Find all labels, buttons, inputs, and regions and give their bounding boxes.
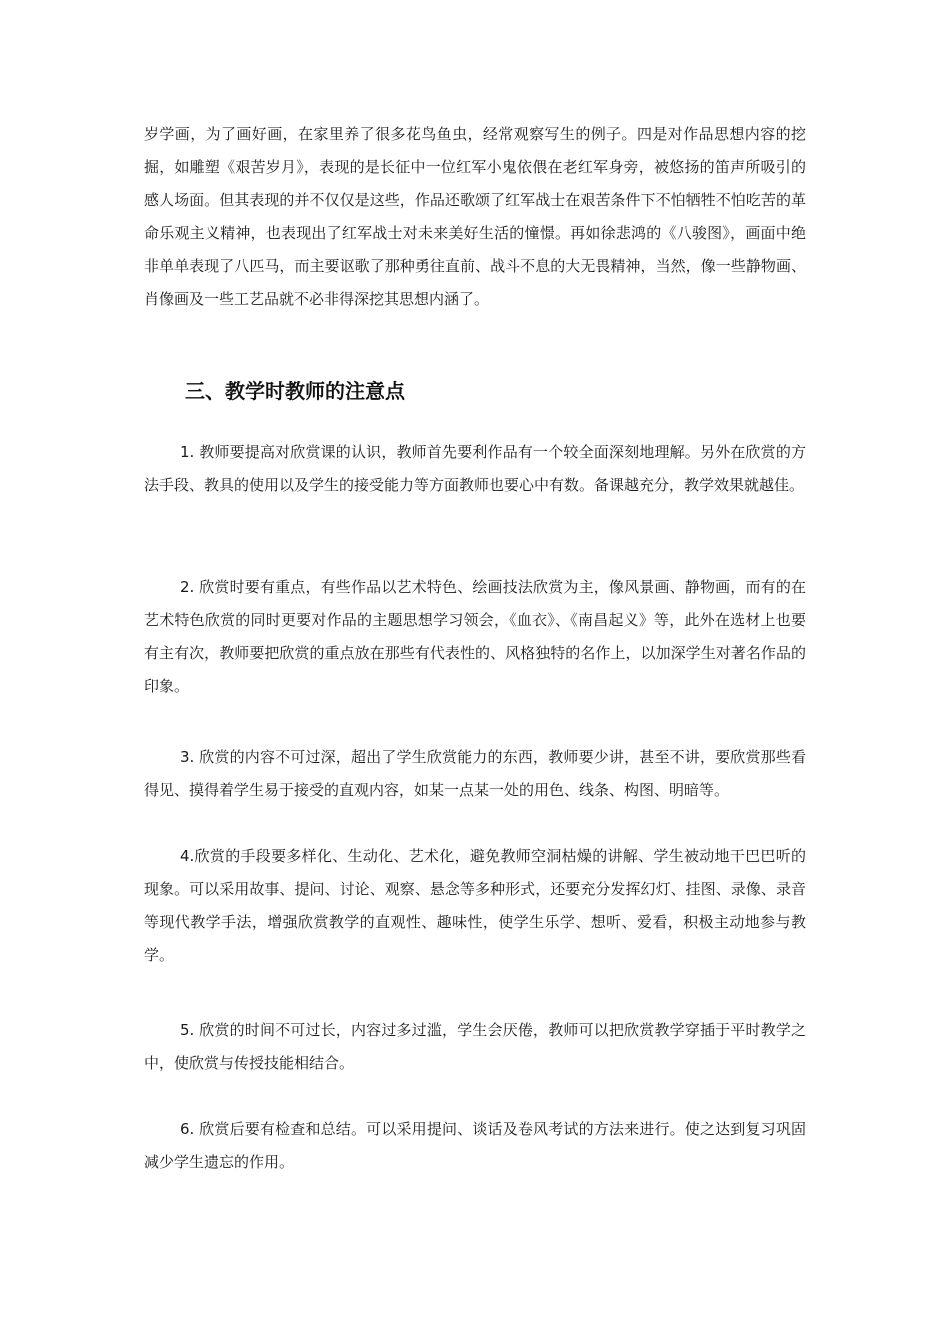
list-item-6 xyxy=(144,1113,806,1179)
item-text: . 欣赏时要有重点，有些作品以艺术特色、绘画技法欣赏为主，像风景画、静物画，而有的在艺术特色欣赏的同时更要对作品的主题思想学习领会，《血衣》、《南昌起义》等，此外在选材上也要有主有次，教师要把欣赏的重点放在那些有代表性的、风格独特的名作上，以加深学生对著名作品的印象。 xyxy=(144,578,806,695)
section-heading: 三、教学时教师的注意点 xyxy=(185,379,405,403)
intro-paragraph: 岁学画，为了画好画，在家里养了很多花鸟鱼虫，经常观察写生的例子。四是对作品思想内容的挖掘，如雕塑《艰苦岁月》，表现的是长征中一位红军小鬼依偎在老红军身旁，被悠扬的笛声所吸引的感人场面。但其表现的并不仅仅是这些，作品还歌颂了红军战士在艰苦条件下不怕牺牲不怕吃苦的革命乐观主义精神，也表现出了红军战士对未来美好生活的憧憬。再如徐悲鸿的《八骏图》，画面中绝非单单表现了八匹马，而主要讴歌了那种勇往直前、战斗不息的大无畏精神，当然，像一些静物画、肖像画及一些工艺品就不必非得深挖其思想内涵了。 xyxy=(144,125,806,308)
list-item-1 xyxy=(144,436,806,502)
item-number: 1 xyxy=(180,443,190,461)
item-number: 5 xyxy=(180,1021,190,1039)
item-text: . 欣赏的内容不可过深，超出了学生欣赏能力的东西，教师要少讲，甚至不讲，要欣赏那些看得见、摸得着学生易于接受的直观内容，如某一点某一处的用色、线条、构图、明暗等。 xyxy=(144,748,806,799)
item-text: .欣赏的手段要多样化、生动化、艺术化，避免教师空洞枯燥的讲解、学生被动地干巴巴听的现象。可以采用故事、提问、讨论、观察、悬念等多种形式，还要充分发挥幻灯、挂图、录像、录音等现代教学手法，增强欣赏教学的直观性、趣味性，使学生乐学、想听、爱看，积极主动地参与教学。 xyxy=(144,847,806,964)
list-item-5 xyxy=(144,1014,806,1080)
item-number: 4 xyxy=(180,847,190,865)
item-text: . 欣赏后要有检查和总结。可以采用提问、谈话及卷风考试的方法来进行。使之达到复习巩固减少学生遗忘的作用。 xyxy=(144,1120,806,1171)
item-number: 6 xyxy=(180,1120,190,1138)
list-item-4 xyxy=(144,840,806,972)
list-item-3 xyxy=(144,741,806,807)
item-text: . 教师要提高对欣赏课的认识，教师首先要利作品有一个较全面深刻地理解。另外在欣赏的方法手段、教具的使用以及学生的接受能力等方面教师也要心中有数。备课越充分，教学效果就越佳。 xyxy=(144,443,806,494)
item-text: . 欣赏的时间不可过长，内容过多过滥，学生会厌倦，教师可以把欣赏教学穿插于平时教学之中，使欣赏与传授技能相结合。 xyxy=(144,1021,806,1072)
item-number: 3 xyxy=(180,748,190,766)
item-number: 2 xyxy=(180,578,190,596)
list-item-2 xyxy=(144,571,806,703)
